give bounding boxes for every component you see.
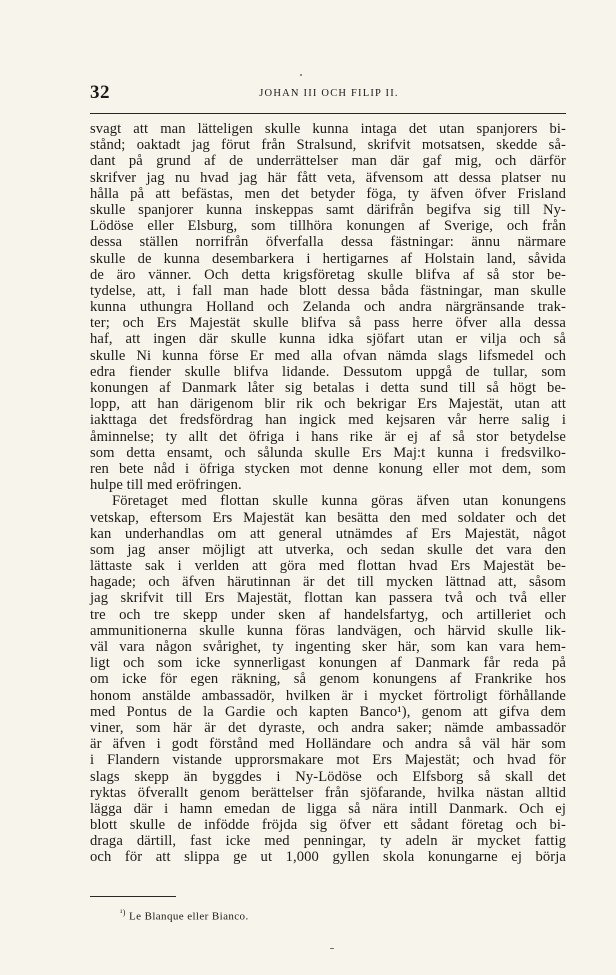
text-line: hulpe till med eröfringen. xyxy=(90,477,242,494)
text-line: edra fiender skulle blifva lidande. Dessutom uppgå de tullar, som xyxy=(90,363,566,380)
page-number: 32 xyxy=(90,82,110,103)
header-rule xyxy=(90,113,566,114)
text-line: haf, att ingen där skulle kunna idka sjöfart utan er vilja och så xyxy=(90,331,566,348)
text-line: tydelse, att, i fall man hade blott dessa båda fästningar, man skulle xyxy=(90,282,566,299)
text-line: ligt och som icke synnerligast konungen af Danmark får reda på xyxy=(90,655,566,672)
text-line: ammunitionerna skulle kunna föras landvägen, och härvid skulle lik- xyxy=(90,622,566,639)
body-text xyxy=(90,121,566,866)
running-title: JOHAN III OCH FILIP II. xyxy=(259,88,399,99)
text-line: ter; och Ers Majestät skulle blifva så pass herre öfver alla dessa xyxy=(90,315,566,332)
text-line: konungen af Danmark låter sig betalas i detta sund till så högt be- xyxy=(90,380,566,396)
text-line: tre och tre skepp under sken af handelsfartyg, och artilleriet och xyxy=(90,606,566,623)
text-line: de äro vänner. Och detta krigsföretag skulle blifva af så stor be- xyxy=(90,266,566,283)
text-line: skulle Ni kunna förse Er med alla ofvan nämda slags lifsmedel och xyxy=(90,347,566,364)
footnote-marker: ¹) xyxy=(120,908,126,917)
footnote xyxy=(120,908,249,923)
text-line: viner, som här är det dyraste, och andra saker; nämde ambassadör xyxy=(90,719,566,736)
text-line: dant på grund af de underrättelser man där gaf mig, och därför xyxy=(90,153,566,170)
text-line: skrifver jag nu hvad jag här fått veta, äfvensom att dessa platser nu xyxy=(90,169,566,186)
text-line: Lödöse eller Elsburg, som tillhöra konungen af Sverige, och från xyxy=(90,218,566,235)
text-line: och för att slippa ge ut 1,000 gyllen skola konungarne ej börja xyxy=(90,849,566,866)
text-line: åminnelse; ty allt det öfriga i hans rike är ej af så stor betydelse xyxy=(90,428,566,445)
text-line: vetskap, eftersom Ers Majestät kan besätta den med soldater och det xyxy=(90,509,566,526)
text-line: skulle de kunna desembarkera i hertigarnes af Holstain land, såvida xyxy=(90,250,566,267)
print-speck xyxy=(330,948,334,949)
text-line: ren bete nåd i öfriga stycken mot denne konung eller mot dem, som xyxy=(90,460,566,477)
footnote-rule xyxy=(90,896,176,897)
text-line: väl vara någon svårighet, ty ingenting sker här, som kan vara hem- xyxy=(90,639,566,655)
text-line: ryktas öfverallt genom berättelser från sjöfarande, hvilka nästan alltid xyxy=(90,784,566,801)
text-line: honom anstälde ambassadör, hvilken är i mycket förtroligt förhållande xyxy=(90,687,566,704)
text-line: om icke för egen räkning, så genom konungens af Frankrike hos xyxy=(90,671,566,688)
text-line: som jag anser möjligt att utverka, och sedan skulle det vara den xyxy=(90,541,566,558)
text-line: hålla på att befästas, men det betyder föga, ty äfven öfver Frisland xyxy=(90,185,566,202)
footnote-text: Le Blanque eller Bianco. xyxy=(129,910,249,923)
text-line: dessa ställen norrifrån öfverfalla dessa fästningar: ännu närmare xyxy=(90,234,566,251)
text-line: med Pontus de la Gardie och kapten Banco¹), genom att gifva dem xyxy=(90,703,566,720)
text-line: jag skrifvit till Ers Majestät, flottan kan passera två och två eller xyxy=(90,590,566,607)
text-line: Företaget med flottan skulle kunna göras äfven utan konungens xyxy=(112,493,566,510)
text-line: lopp, att han därigenom blir rik och bekrigar Ers Majestät, utan att xyxy=(90,396,566,413)
text-line: kan underhandlas om att general utnämdes af Ers Majestät, något xyxy=(90,525,566,542)
text-line: är äfven i godt förstånd med Holländare och andra så väl här som xyxy=(90,736,566,753)
text-line: i Flandern vistande upprorsmakare mot Ers Majestät; och hvad för xyxy=(90,752,566,769)
text-line: lägga där i hamn emedan de ligga så nära intill Danmark. Och ej xyxy=(90,800,566,817)
print-speck xyxy=(300,74,302,76)
text-line: draga därtill, fast icke med penningar, ty adeln är mycket fattig xyxy=(90,833,566,850)
text-line: iakttaga det fredsfördrag han ingick med kejsaren vår herre salig i xyxy=(90,412,566,429)
text-line: svagt att man lätteligen skulle kunna intaga det utan spanjorers bi- xyxy=(90,121,566,137)
text-line: lättaste sak i verlden att göra med flottan hvad Ers Majestät be- xyxy=(90,558,566,575)
text-line: stånd; oaktadt jag förut från Stralsund, skrifvit motsatsen, skedde så- xyxy=(90,137,566,154)
text-line: blott skulle de infödde fröjda sig öfver ett sådant företag och bi- xyxy=(90,817,566,834)
text-line: skulle spanjorer kunna inskeppas samt därifrån begifva sig till Ny- xyxy=(90,201,566,218)
text-line: slags skepp än byggdes i Ny-Lödöse och Elfsborg så skall det xyxy=(90,768,566,785)
text-line: hagade; och äfven härutinnan är det till mycken lättnad att, såsom xyxy=(90,574,566,591)
text-line: som detta ensamt, och sålunda skulle Ers Maj:t kunna i fredsvilko- xyxy=(90,444,566,461)
page-header xyxy=(90,82,568,106)
text-line: kunna uthungra Holland och Zelanda och andra närgränsande trak- xyxy=(90,299,566,316)
